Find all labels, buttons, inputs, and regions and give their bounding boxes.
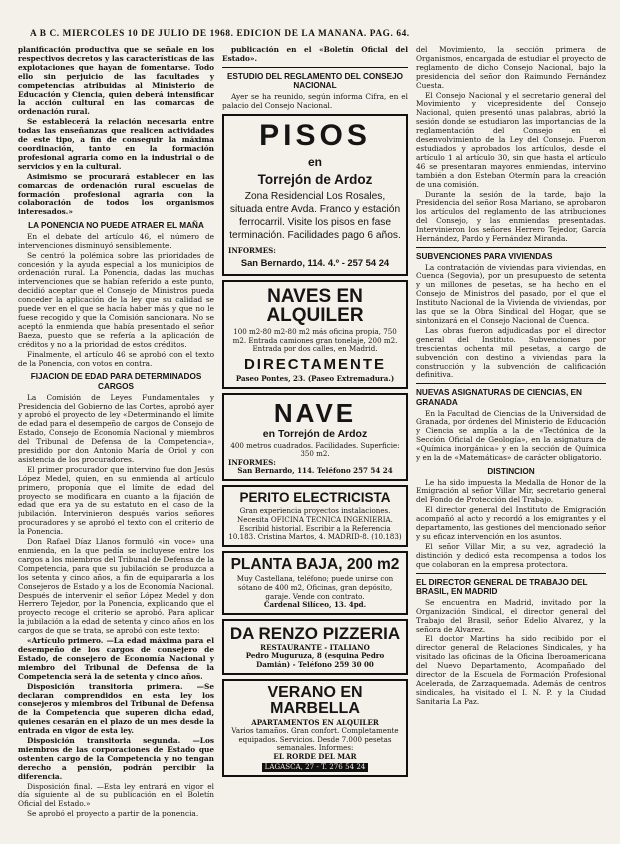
ad-body: 100 m2-80 m2-80 m2 más oficina propia, 750 m2. Entrada camiones gran tonelaje, 200 m2. Entrada por dos calles, en Madrid. [232,327,398,354]
ad-address: San Bernardo, 114. Teléfono 257 54 24 [237,466,393,476]
ad-planta-baja [222,551,408,615]
ad-info: INFORMES: [228,245,276,255]
ad-address: Paseo Pontes, 23. (Paseo Extremadura.) [235,374,395,383]
ad-body: Varios tamaños. Gran confort. Completamente equipados. Servicios. Desde 7.000 pesetas semanales. Informes: [231,726,399,753]
ad-address: San Bernardo, 114. 4.º - 257 54 24 [240,257,390,269]
article-paragraph: Disposición final. —Esta ley entrará en vigor el día siguiente al de su publicación en el Boletín Oficial del Estado.» [18,781,214,809]
ad-subtitle: RESTAURANTE - ITALIANO [260,642,370,652]
left-column [18,46,214,836]
ad-title: PLANTA BAJA, 200 m2 [230,555,400,573]
divider [222,67,408,68]
section-heading: EL DIRECTOR GENERAL DE TRABAJO DEL BRASIL, EN MADRID [416,577,588,597]
page-header: A B C. MIERCOLES 10 DE JULIO DE 1968. EDICION DE LA MAÑANA. PAG. 64. [30,29,410,39]
ad-phone: LAGASCA, 27 - T. 276 54 24 [262,763,369,772]
article-paragraph: Las obras fueron adjudicadas por el director general del Instituto. Subvenciones por trescientas ochenta mil pesetas, a cargo de subvención con destino a viviendas para la construcción y la subvención de calificación definitiva. [416,325,606,380]
ad-marbella [222,679,408,778]
article-paragraph: «Artículo primero. —La edad máxima para el desempeño de los cargos de consejero de Estado, de consejero de Economía Nacional y miembro del Tribunal de Defensa de la Competencia será la de setenta y cinco años. [18,636,214,681]
article-paragraph: La contratación de viviendas para viviendas, en Cuenca (Segovia), por un presupuesto de setenta y un millones de pesetas, se ha hecho en el Consejo de Ministros del pasado, por el que el Instituto Nacional de la Vivienda de viviendas, por las que se la Obra Sindical del Hogar, que se sintonizará en el Consejo Nacional de Cuenca. [416,262,606,325]
article-paragraph: Disposición transitoria primera. —Se declaran comprendidos en esta ley los consejeros y miembros del Tribunal de Defensa de la Competencia que superen dicha edad, quienes cesarán en el plazo de un mes desde la entrada en vigor de esta ley. [18,681,214,736]
divider [416,383,606,384]
ad-title: VERANO EN MARBELLA [267,683,363,717]
middle-column [222,46,408,836]
ad-naves [222,280,408,388]
ad-title: NAVES EN ALQUILER [266,286,364,327]
article-paragraph: publicación en el «Boletín Oficial del Estado». [222,46,408,63]
ad-address: Pedro Muguruza, 8 (esquina Pedro Damián) - Teléfono 259 30 00 [245,651,385,669]
article-paragraph: Durante la sesión de la tarde, bajo la Presidencia del señor Rosa Mariano, se aprobaron los artículos del reglamento de las atribuciones del Consejo, y las enmiendas presentadas. Intervinieron los señores Herrero Tejedor, García Hernández, Pardo y Fernández Miranda. [416,189,606,244]
article-paragraph: Se encuentra en Madrid, invitado por la Organización Sindical, el director general del Trabajo del Brasil, señor Edelio Alvarez, y la señora de Alvarez. [416,597,606,634]
section-heading: LA PONENCIA NO PUEDE ATRAER EL MAÑA [28,221,204,231]
section-heading: NUEVAS ASIGNATURAS DE CIENCIAS, EN GRANADA [416,388,582,407]
ad-title: PISOS [259,118,371,152]
ad-body: Gran experiencia proyectos instalaciones. Necesita OFICINA TECNICA INGENIERIA. Escribid historial. Escribir a la Referencia 10.183. Cristina Martos, 4. MADRID-8. (10.183) [228,506,402,542]
ad-location: Torrejón de Ardoz [257,171,373,187]
divider [416,573,606,574]
article-paragraph: Disposición transitoria segunda. —Los miembros de las corporaciones de Estado que ostenten cargo de la Competencia y no tengan derecho a pensión, podrán percibir la diferencia. [18,736,214,781]
ad-location: en Torrejón de Ardoz [262,427,368,440]
ad-title: DA RENZO PIZZERIA [229,623,401,643]
article-paragraph: Asimismo se procurará establecer en las comarcas de ordenación rural escuelas de formación profesional agraria con la colaboración de todos los organismos interesados.» [18,171,214,217]
ad-name: EL RORDE DEL MAR [273,751,357,761]
article-paragraph: Finalmente, el artículo 46 se aprobó con el texto de la Ponencia, con votos en contra. [18,349,214,368]
article-paragraph: Se centró la polémica sobre las prioridades de concesión y la ayuda especial a los municipios de ordenación rural. La Ponencia, dadas las muchas intervenciones que se habían referido a este punto, decidió aceptar que el Consejo de Ministros pueda conceder la aplicación de la ley que su calidad se puede ver en el que se hacía haber más y que no le fuese recogido y que la Comisión sancionara. No se aceptó la enmienda que había presentado el señor Baeza, puesto que se refería a la aplicación de créditos y no a la prioridad de estos créditos. [18,250,214,349]
ad-title: PERITO ELECTRICISTA [239,489,391,505]
article-paragraph: Se aprobó el proyecto a partir de la ponencia. [27,809,199,819]
ad-body: Muy Castellana, teléfono; puede unirse con sótano de 400 m2, Oficinas, gran depósito, garaje. Vende con contrato. [236,574,394,601]
ad-body: 400 metros cuadrados. Facilidades. Superficie: 350 m2. [230,440,400,459]
section-heading: SUBVENCIONES PARA VIVIENDAS [416,251,553,261]
ad-highlight: DIRECTAMENTE [243,356,387,373]
ad-title: NAVE [273,397,357,428]
article-paragraph: Le ha sido impuesta la Medalla de Honor de la Emigración al señor Villar Mir, secretario general del Fondo de Protección del Trabajo. [416,477,606,505]
article-paragraph: El doctor Martins ha sido recibido por el director general de Relaciones Sindicales, y ha visitado las oficinas de la Oficina Iberoamericana del Nuevo Departamento, Acompañado del director de la Escuela de Formación Profesional Acelerada, de Zarzaquemada. Además de centros sindicales, ha visitado el I. N. P. y la Ciudad Sanitaria La Paz. [416,634,606,706]
ad-perito [222,485,408,547]
ad-body: Zona Residencial Los Rosales, situada entre Avda. Franco y estación ferrocarril. Visite los pisos en fase terminación. Facilidades pago 6 años. [229,190,401,242]
article-paragraph: El señor Villar Mir, a su vez, agradeció la distinción y dedicó esta recompensa a todos los que colaboran en la empresa protectora. [416,541,606,569]
article-paragraph: El Consejo Nacional y el secretario general del Movimiento y vicepresidente del Consejo Nacional, quien presentó unas palabras, abrió la sesión donde se estudiaron las importancias de la reglamentación del Consejo en el desenvolvimiento de la Ley del Consejo. Fueron estudiados y aprobados los artículos, desde el artículo 1 al artículo 30, sin que hasta el artículo 46 se presentaran mayores enmiendas, intervino también a don Esteban Otermín para la creación de una comisión. [416,90,606,189]
article-paragraph: Se establecerá la relación necesaria entre todas las enseñanzas que realicen actividades de este tipo, a fin de conseguir la máxima coordinación, tanto en la formación profesional agraria como en la industrial o de servicios y en la cultural. [18,117,214,171]
ad-pizzeria [222,619,408,675]
article-paragraph: del Movimiento, la sección primera de Organismos, encargada de estudiar el proyecto de reglamento de dicho Consejo Nacional, bajo la presidencia del señor don Raimundo Fernández Cuesta. [416,46,606,90]
ad-info: INFORMES: [228,457,276,467]
section-heading: FIJACION DE EDAD PARA DETERMINADOS CARGOS [30,372,202,391]
divider [416,247,606,248]
article-paragraph: El primer procurador que intervino fue don Jesús López Medel, quien, en su enmienda al artículo primero, proponía que el límite de edad del proyecto se modificara en cuanto a la fijación de edad que era ya de su estatuto en el caso de la jubilación. Intervinieron después varios señores procuradores y se aprobó el texto con el criterio de la Ponencia. [18,464,214,537]
right-column [416,46,606,836]
article-paragraph: En el debate del artículo 46, el número de intervenciones disminuyó sensiblemente. [18,231,214,250]
ad-address: Cardenal Silíceo, 13. 4pd. [263,600,367,610]
ad-pisos [222,114,408,276]
article-paragraph: En la Facultad de Ciencias de la Universidad de Granada, por órdenes del Ministerio de Educación y Ciencia se amplía a la de «Tectónica de la Sección Oficial de Geología», en la asignatura de «Química inorgánica» y en la sección de Química y en la de «Matemáticas» de carácter obligatorio. [416,408,606,463]
article-paragraph: La Comisión de Leyes Fundamentales y Presidencia del Gobierno de las Cortes, aprobó ayer y aprobó el proyecto de ley «Determinando el límite de edad para el desempeño de cargos de Consejo de Estado, Consejo de Economía Nacional y miembros del Tribunal de Defensa de la Competencia», presidido por don Antonio María de Oriol y con asistencia de los procuradores. [18,392,214,464]
section-heading: ESTUDIO DEL REGLAMENTO DEL CONSEJO NACIONAL [226,71,404,91]
article-paragraph: planificación productiva que se señale en los respectivos decretos y las características de las explotaciones que hayan de fomentarse. Todo ello sin perjuicio de las facultades y competencias atribuidas al Ministerio de Educación y Ciencia, quien deberá intensificar la acción cultural en las comarcas de ordenación rural. [18,46,214,117]
section-heading: DISTINCION [487,466,535,476]
article-paragraph: Ayer se ha reunido, según informa Cifra, en el palacio del Consejo Nacional. [222,92,408,110]
ad-subtitle: en [307,154,322,169]
article-paragraph: El director general del Instituto de Emigración acompañó al acto y recordó a los emigrantes y el departamento, las gestiones del mencionado señor y su eficaz intervención en los asuntos. [416,505,606,541]
article-paragraph: Don Rafael Díaz Llanos formuló «in voce» una enmienda, en la que pedía se incluyese entre los cargos a los miembros del Tribunal de Defensa de la Competencia, para que su jubilación se produzca a los setenta y cinco años, a fin de equipararla a los Consejeros de Estado y a los de Economía Nacional. Después de intervenir el señor López Medel y don Herrero Tejedor, por la Ponencia, explicando que el proyecto recoge el criterio se aprobó. Para aplicar la jubilación a la edad de setenta y cinco años en los cargos de que se trata, se aprobó con este texto: [18,537,214,636]
ad-subtitle: APARTAMENTOS EN ALQUILER [251,717,379,727]
ad-nave [222,393,408,481]
